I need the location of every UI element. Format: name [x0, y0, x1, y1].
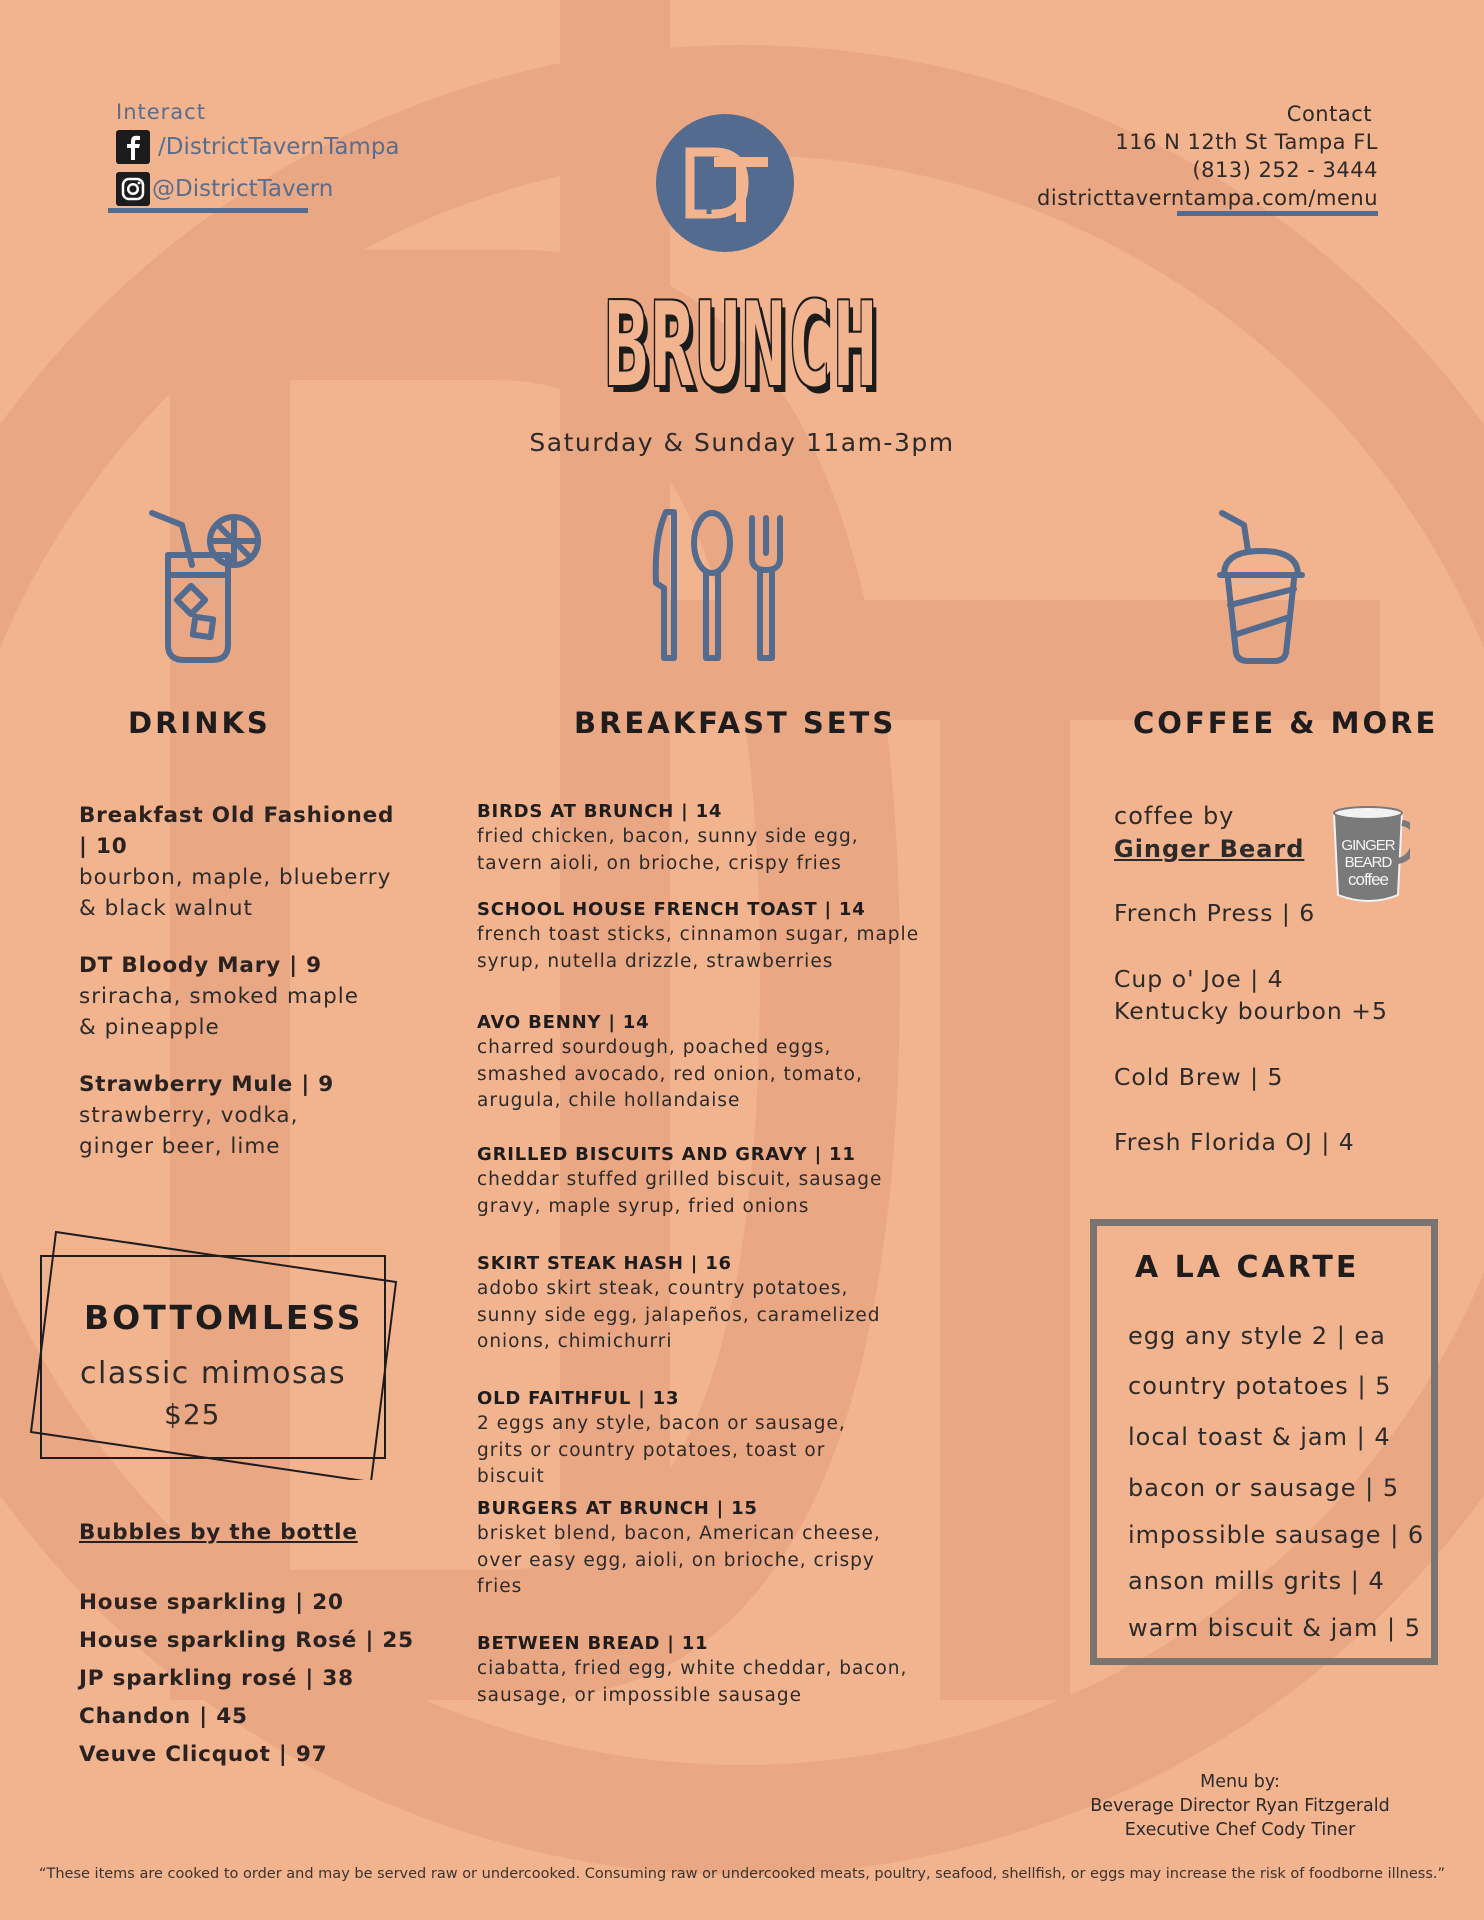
coffee-item: Cold Brew | 5	[1114, 1063, 1284, 1091]
bottomless-title: BOTTOMLESS	[84, 1298, 364, 1337]
alacarte-item: warm biscuit & jam | 5	[1128, 1614, 1422, 1642]
brunch-hours: Saturday & Sunday 11am-3pm	[529, 428, 955, 457]
coffee-item: Kentucky bourbon +5	[1114, 997, 1388, 1025]
credits-label: Menu by:	[1200, 1772, 1280, 1792]
breakfast-item	[477, 1497, 897, 1601]
coffee-section-title: COFFEE & MORE	[1133, 706, 1439, 740]
instagram-link[interactable]	[116, 170, 416, 208]
breakfast-item-name: BURGERS AT BRUNCH | 15	[477, 1498, 758, 1519]
alacarte-item: country potatoes | 5	[1128, 1372, 1392, 1400]
ginger-logo-line3: coffee	[1347, 870, 1388, 889]
contact-block	[958, 100, 1378, 212]
breakfast-item-name: OLD FAITHFUL | 13	[477, 1388, 680, 1409]
breakfast-item-desc: fried chicken, bacon, sunny side egg, tavern aioli, on brioche, crispy fries	[477, 826, 859, 874]
breakfast-item	[477, 1632, 917, 1709]
coffee-item: Cup o' Joe | 4	[1114, 965, 1284, 993]
breakfast-item	[477, 1143, 907, 1220]
phone-number[interactable]: (813) 252 - 3444	[1192, 158, 1378, 182]
bubbles-list	[79, 1584, 429, 1774]
breakfast-item-name: BIRDS AT BRUNCH | 14	[477, 801, 723, 822]
breakfast-item-name: SCHOOL HOUSE FRENCH TOAST | 14	[477, 899, 866, 920]
drink-desc: sriracha, smoked maple & pineapple	[79, 984, 359, 1040]
district-tavern-logo	[656, 114, 794, 252]
breakfast-item-desc: charred sourdough, poached eggs, smashed avocado, red onion, tomato, arugula, chile hollandaise	[477, 1037, 863, 1111]
breakfast-item-desc: brisket blend, bacon, American cheese, over easy egg, aioli, on brioche, crispy fries	[477, 1523, 881, 1597]
iced-drink-icon	[144, 505, 264, 665]
ginger-logo-line2: BEARD	[1344, 854, 1392, 871]
address: 116 N 12th St Tampa FL	[1115, 130, 1378, 154]
interact-underline	[108, 208, 308, 213]
bubble-item: JP sparkling rosé | 38	[79, 1666, 354, 1691]
utensils-icon	[650, 508, 790, 666]
alacarte-item: impossible sausage | 6	[1128, 1521, 1425, 1549]
breakfast-item-desc: french toast sticks, cinnamon sugar, maple syrup, nutella drizzle, strawberries	[477, 924, 920, 972]
alacarte-item: egg any style 2 | ea	[1128, 1322, 1386, 1350]
drink-item	[79, 950, 409, 1043]
instagram-handle: @DistrictTavern	[152, 176, 334, 202]
alacarte-item: anson mills grits | 4	[1128, 1567, 1385, 1595]
contact-label: Contact	[1286, 102, 1372, 126]
drink-desc: strawberry, vodka, ginger beer, lime	[79, 1103, 299, 1159]
breakfast-item	[477, 898, 927, 975]
breakfast-item	[477, 1387, 897, 1491]
bottomless-price: $25	[164, 1398, 221, 1431]
facebook-icon	[116, 130, 150, 164]
breakfast-section-title: BREAKFAST SETS	[574, 706, 897, 740]
facebook-link[interactable]	[116, 128, 416, 166]
alacarte-title: A LA CARTE	[1135, 1250, 1360, 1285]
bubble-item: Chandon | 45	[79, 1704, 248, 1729]
breakfast-item	[477, 800, 887, 877]
drink-desc: bourbon, maple, blueberry & black walnut	[79, 865, 392, 921]
website-link[interactable]: districttaverntampa.com/menu	[1037, 186, 1378, 210]
breakfast-item-desc: ciabatta, fried egg, white cheddar, bacon, sausage, or impossible sausage	[477, 1658, 908, 1706]
alacarte-item: local toast & jam | 4	[1128, 1423, 1391, 1451]
drink-name: Strawberry Mule | 9	[79, 1072, 335, 1097]
coffee-by-label: coffee by	[1114, 802, 1235, 830]
bubble-item: House sparkling | 20	[79, 1590, 344, 1615]
menu-credits	[1040, 1770, 1440, 1842]
facebook-handle: /DistrictTavernTampa	[158, 134, 400, 160]
credits-executive-chef: Executive Chef Cody Tiner	[1124, 1820, 1356, 1840]
interact-label: Interact	[116, 100, 206, 124]
breakfast-item	[477, 1252, 897, 1356]
bottomless-frame	[30, 1230, 400, 1480]
contact-underline	[1177, 211, 1378, 216]
bubble-item: House sparkling Rosé | 25	[79, 1628, 414, 1653]
bubbles-title: Bubbles by the bottle	[79, 1520, 358, 1545]
breakfast-item-name: AVO BENNY | 14	[477, 1012, 650, 1033]
bubble-item: Veuve Clicquot | 97	[79, 1742, 328, 1767]
breakfast-item-name: GRILLED BISCUITS AND GRAVY | 11	[477, 1144, 856, 1165]
coffee-item: French Press | 6	[1114, 899, 1316, 927]
breakfast-item	[477, 1011, 887, 1115]
breakfast-item-desc: adobo skirt steak, country potatoes, sunny side egg, jalapeños, caramelized onions, chimichurri	[477, 1278, 881, 1352]
bottomless-subtitle: classic mimosas	[80, 1356, 347, 1391]
alacarte-item: bacon or sausage | 5	[1128, 1474, 1400, 1502]
drink-item	[79, 1069, 409, 1162]
credits-beverage-director: Beverage Director Ryan Fitzgerald	[1090, 1796, 1390, 1816]
drink-name: Breakfast Old Fashioned | 10	[79, 803, 395, 859]
ginger-beard-logo	[1328, 803, 1410, 913]
breakfast-item-desc: 2 eggs any style, bacon or sausage, grits or country potatoes, toast or biscuit	[477, 1413, 846, 1487]
drinks-list	[79, 800, 409, 1188]
interact-block	[116, 100, 416, 208]
drink-item	[79, 800, 409, 924]
breakfast-item-name: BETWEEN BREAD | 11	[477, 1633, 709, 1654]
drink-name: DT Bloody Mary | 9	[79, 953, 322, 978]
instagram-icon	[116, 172, 150, 206]
breakfast-item-name: SKIRT STEAK HASH | 16	[477, 1253, 732, 1274]
coffee-brand-link[interactable]: Ginger Beard	[1114, 835, 1305, 863]
ginger-logo-line1: GINGER	[1341, 837, 1395, 854]
to-go-cup-icon	[1214, 505, 1308, 665]
drinks-section-title: DRINKS	[128, 706, 271, 740]
food-safety-disclaimer: “These items are cooked to order and may be served raw or undercooked. Consuming raw or undercooked meats, poultry, seafood, shellfish, or eggs may increase the risk of foodborne illness.”	[38, 1866, 1445, 1882]
breakfast-item-desc: cheddar stuffed grilled biscuit, sausage gravy, maple syrup, fried onions	[477, 1169, 883, 1217]
coffee-item: Fresh Florida OJ | 4	[1114, 1128, 1355, 1156]
page-title: BRUNCH	[604, 278, 880, 413]
